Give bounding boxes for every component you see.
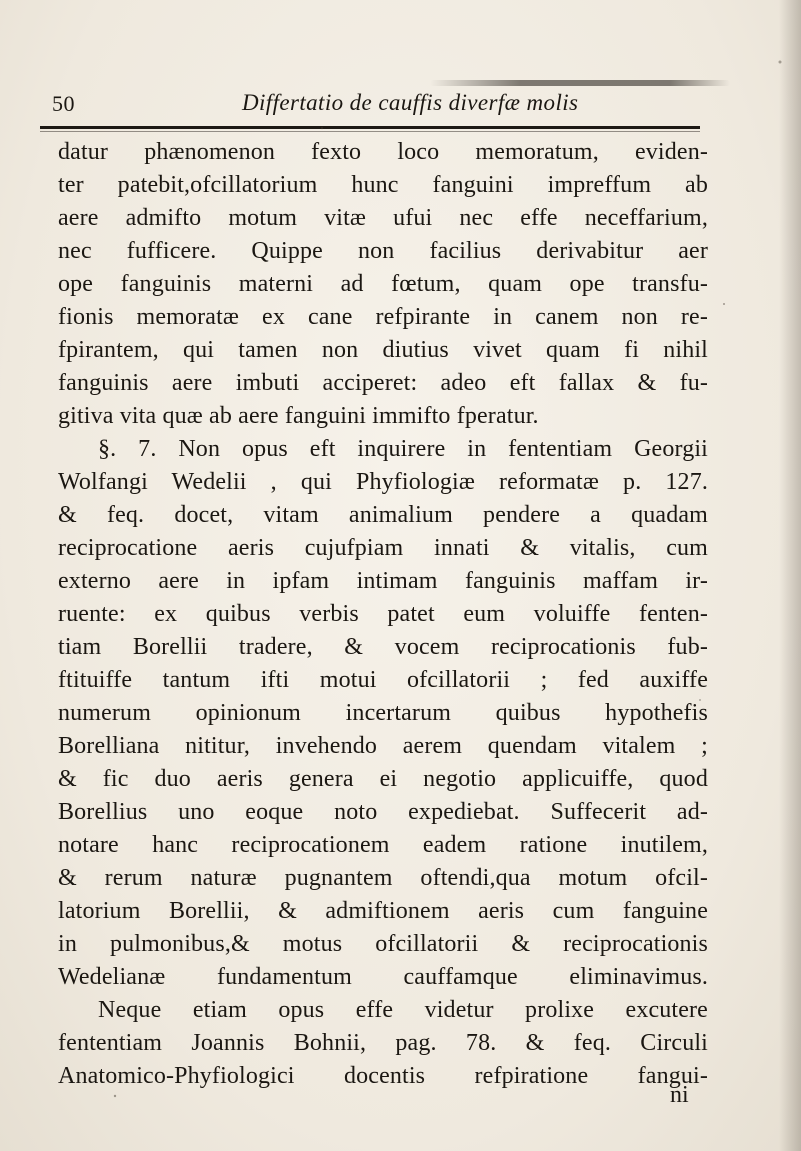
- text-line: fanguinis aere imbuti acciperet: adeo eft fallax & fu-: [58, 370, 708, 396]
- text-line: aere admifto motum vitæ ufui nec effe neceffarium,: [58, 205, 708, 231]
- page-edge-shadow: [779, 0, 801, 1151]
- text-line: fpirantem, qui tamen non diutius vivet quam fi nihil: [58, 337, 708, 363]
- text-line: ruente: ex quibus verbis patet eum voluiffe fenten-: [58, 601, 708, 627]
- text-line: Borelliana nititur, invehendo aerem quendam vitalem ;: [58, 733, 708, 759]
- text-line: ter patebit,ofcillatorium hunc fanguini impreffum ab: [58, 172, 708, 198]
- text-line: Wolfangi Wedelii , qui Phyfiologiæ reformatæ p. 127.: [58, 469, 708, 495]
- text-line: ftituiffe tantum ifti motui ofcillatorii ; fed auxiffe: [58, 667, 708, 693]
- running-title: Differtatio de cauffis diverfæ molis: [242, 90, 579, 115]
- text-line: Anatomico-Phyfiologici docentis refpiratione fangui-: [58, 1063, 708, 1089]
- catchword: ni: [670, 1082, 689, 1108]
- text-line: Neque etiam opus effe videtur prolixe excutere: [98, 997, 708, 1023]
- text-line: ope fanguinis materni ad fœtum, quam ope transfu-: [58, 271, 708, 297]
- text-line: fententiam Joannis Bohnii, pag. 78. & feq. Circuli: [58, 1030, 708, 1056]
- text-line: numerum opinionum incertarum quibus hypothefis: [58, 700, 708, 726]
- text-line: latorium Borellii, & admiftionem aeris cum fanguine: [58, 898, 708, 924]
- page-number: 50: [52, 91, 75, 116]
- text-line: & fic duo aeris genera ei negotio applicuiffe, quod: [58, 766, 708, 792]
- text-line: §. 7. Non opus eft inquirere in fententiam Georgii: [98, 436, 708, 462]
- text-line: tiam Borellii tradere, & vocem reciprocationis fub-: [58, 634, 708, 660]
- header-rule-thin: [40, 131, 700, 132]
- text-line: reciprocatione aeris cujufpiam innati & vitalis, cum: [58, 535, 708, 561]
- text-line: & feq. docet, vitam animalium pendere a quadam: [58, 502, 708, 528]
- text-line: datur phænomenon fexto loco memoratum, eviden-: [58, 139, 708, 165]
- page-header: [52, 86, 700, 120]
- body-text: [58, 136, 708, 1093]
- text-line: Wedelianæ fundamentum cauffamque eliminavimus.: [58, 964, 708, 990]
- text-line: & rerum naturæ pugnantem oftendi,qua motum ofcil-: [58, 865, 708, 891]
- text-line: nec fufficere. Quippe non facilius derivabitur aer: [58, 238, 708, 264]
- header-rule: [40, 126, 700, 129]
- text-line: notare hanc reciprocationem eadem ratione inutilem,: [58, 832, 708, 858]
- text-line: gitiva vita quæ ab aere fanguini immifto fperatur.: [58, 403, 539, 429]
- text-line: externo aere in ipfam intimam fanguinis maffam ir-: [58, 568, 708, 594]
- text-line: in pulmonibus,& motus ofcillatorii & reciprocationis: [58, 931, 708, 957]
- text-line: Borellius uno eoque noto expediebat. Suffecerit ad-: [58, 799, 708, 825]
- text-line: fionis memoratæ ex cane refpirante in canem non re-: [58, 304, 708, 330]
